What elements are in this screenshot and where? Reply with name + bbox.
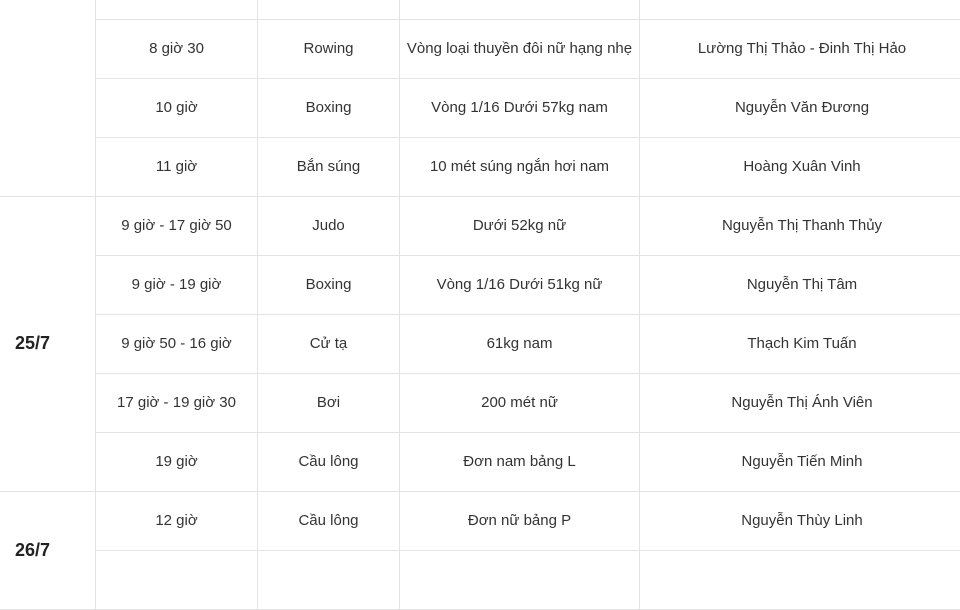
event-cell: 61kg nam xyxy=(400,315,640,374)
table-row xyxy=(0,20,960,79)
athlete-cell: Nguyễn Thị Tâm xyxy=(640,256,960,315)
date-cell: 26/7 xyxy=(0,492,96,610)
event-cell: 200 mét nữ xyxy=(400,374,640,433)
table-row xyxy=(0,315,960,374)
time-cell: 11 giờ xyxy=(96,138,258,197)
athlete-cell: Thạch Kim Tuấn xyxy=(640,315,960,374)
table-row xyxy=(0,374,960,433)
event-cell: Vòng loại thuyền đôi nữ hạng nhẹ xyxy=(400,20,640,79)
table-row xyxy=(0,492,960,551)
athlete-cell: Nguyễn Tiến Minh xyxy=(640,433,960,492)
athlete-cell: Nguyễn Thùy Linh xyxy=(640,492,960,551)
event-cell: Đơn nữ bảng P xyxy=(400,492,640,551)
time-cell: 12 giờ xyxy=(96,492,258,551)
sport-cell: Boxing xyxy=(258,256,400,315)
sport-cell: Bắn súng xyxy=(258,138,400,197)
event-cell: Đơn nam bảng L xyxy=(400,433,640,492)
time-cell xyxy=(96,551,258,610)
event-cell xyxy=(400,0,640,20)
time-cell: 9 giờ - 19 giờ xyxy=(96,256,258,315)
table-row xyxy=(0,0,960,20)
event-cell xyxy=(400,551,640,610)
event-cell: 10 mét súng ngắn hơi nam xyxy=(400,138,640,197)
sport-cell: Rowing xyxy=(258,20,400,79)
athlete-cell: Hoàng Xuân Vinh xyxy=(640,138,960,197)
time-cell: 9 giờ - 17 giờ 50 xyxy=(96,197,258,256)
sport-cell: Cầu lông xyxy=(258,492,400,551)
table-row xyxy=(0,138,960,197)
time-cell xyxy=(96,0,258,20)
event-cell: Vòng 1/16 Dưới 57kg nam xyxy=(400,79,640,138)
time-cell: 19 giờ xyxy=(96,433,258,492)
time-cell: 9 giờ 50 - 16 giờ xyxy=(96,315,258,374)
athlete-cell xyxy=(640,0,960,20)
table-row xyxy=(0,197,960,256)
table-row xyxy=(0,551,960,610)
event-cell: Vòng 1/16 Dưới 51kg nữ xyxy=(400,256,640,315)
sport-cell: Judo xyxy=(258,197,400,256)
athlete-cell: Nguyễn Thị Ánh Viên xyxy=(640,374,960,433)
time-cell: 8 giờ 30 xyxy=(96,20,258,79)
date-cell xyxy=(0,0,96,197)
table-row xyxy=(0,256,960,315)
athlete-cell: Nguyễn Thị Thanh Thủy xyxy=(640,197,960,256)
sport-cell xyxy=(258,0,400,20)
time-cell: 10 giờ xyxy=(96,79,258,138)
athlete-cell xyxy=(640,551,960,610)
sport-cell: Cầu lông xyxy=(258,433,400,492)
table-row xyxy=(0,79,960,138)
athlete-cell: Lường Thị Thảo - Đinh Thị Hảo xyxy=(640,20,960,79)
time-cell: 17 giờ - 19 giờ 30 xyxy=(96,374,258,433)
event-cell: Dưới 52kg nữ xyxy=(400,197,640,256)
date-cell: 25/7 xyxy=(0,197,96,492)
sport-cell xyxy=(258,551,400,610)
sport-cell: Cử tạ xyxy=(258,315,400,374)
sport-cell: Bơi xyxy=(258,374,400,433)
sport-cell: Boxing xyxy=(258,79,400,138)
athlete-cell: Nguyễn Văn Đương xyxy=(640,79,960,138)
table-row xyxy=(0,433,960,492)
